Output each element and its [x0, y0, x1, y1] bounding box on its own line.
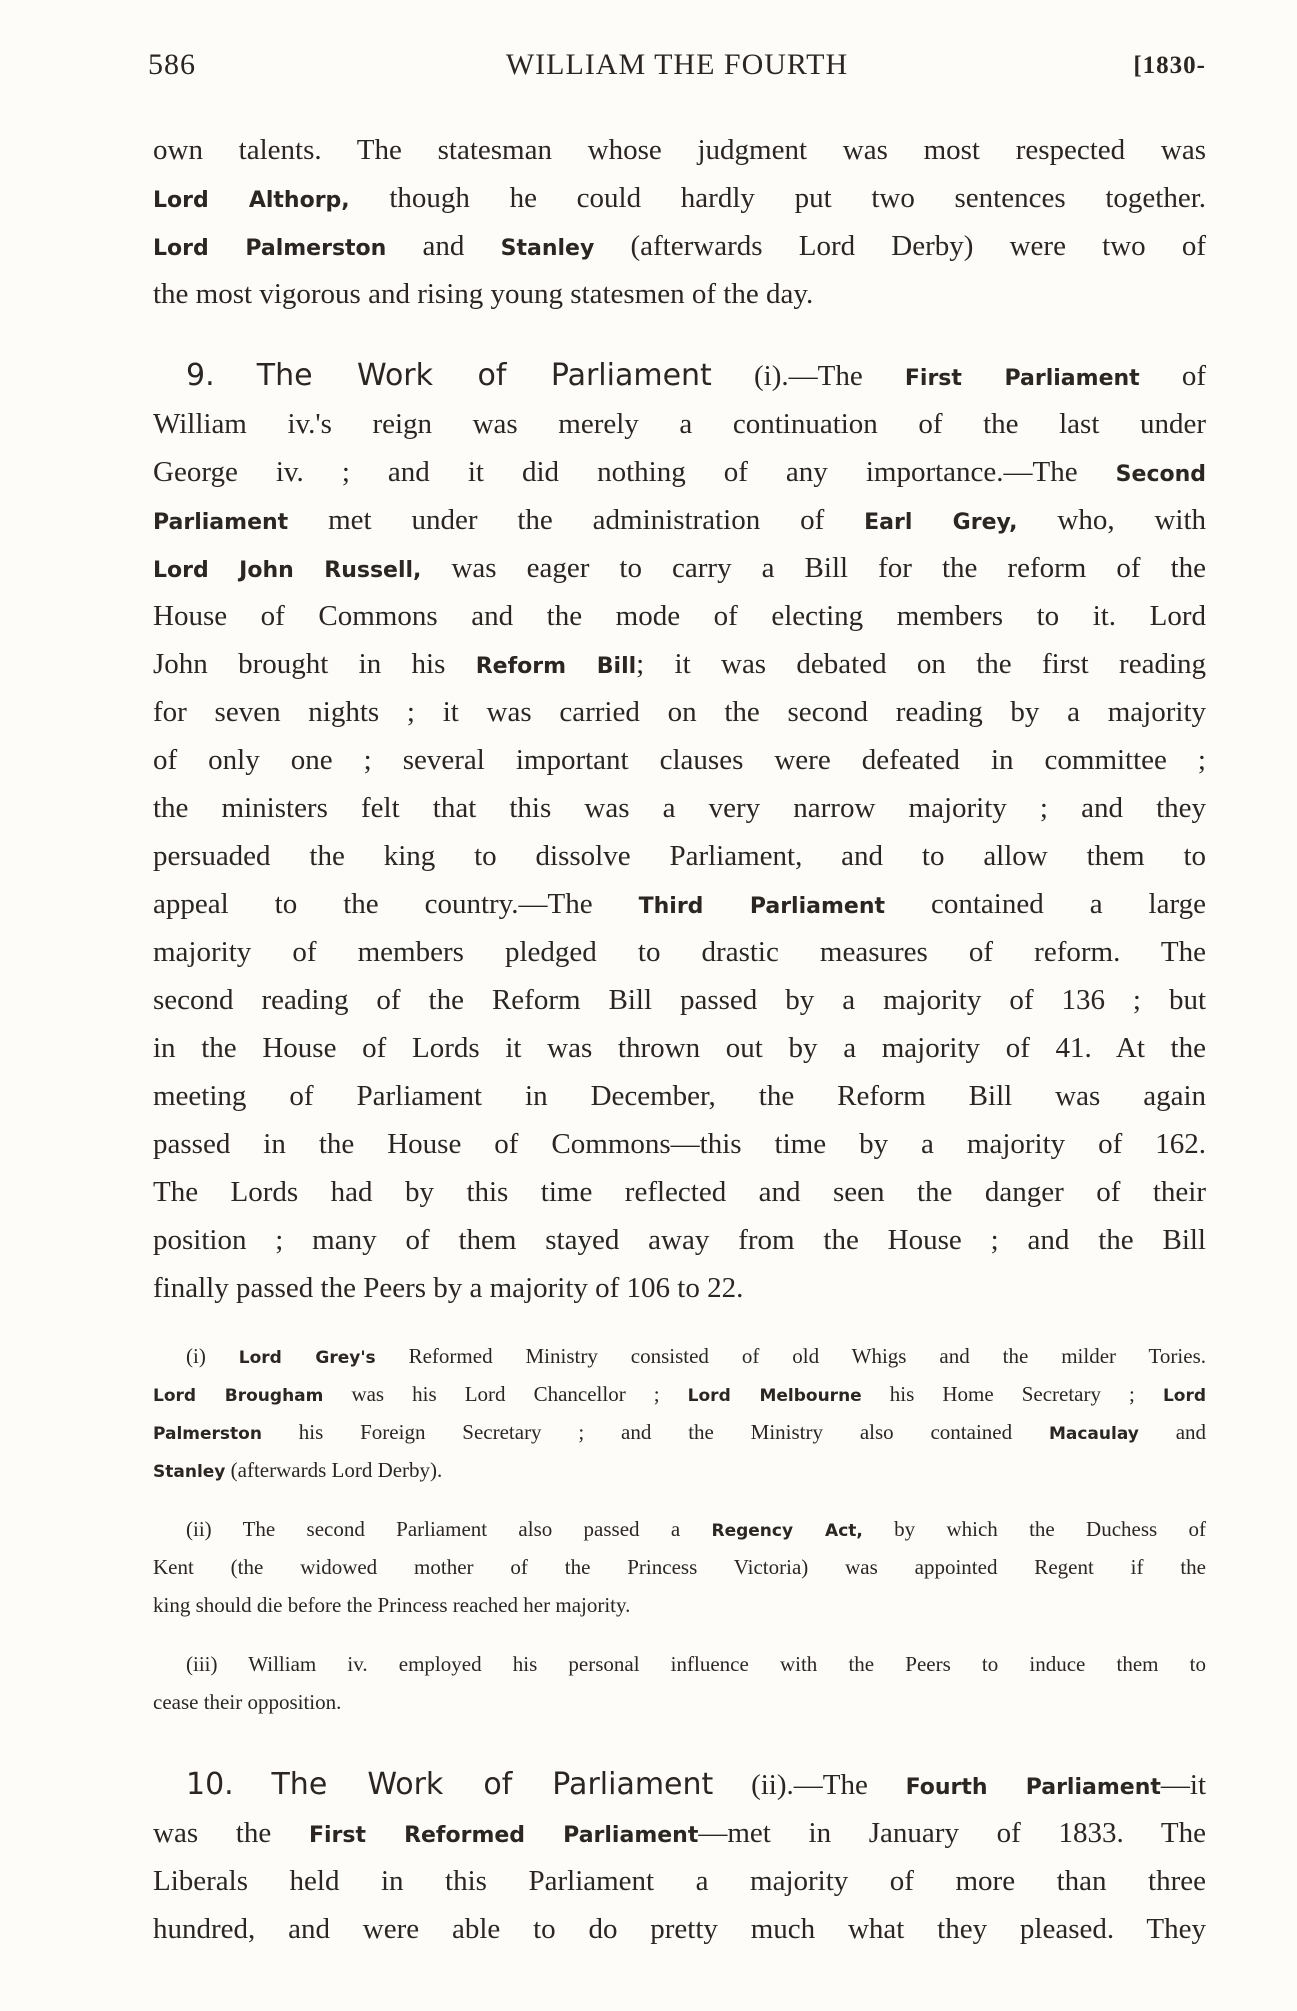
section-number: 9. — [186, 358, 215, 393]
text-line: persuaded the king to dissolve Parliament, and to allow them to — [153, 840, 1206, 872]
text-line: House of Commons and the mode of electing members to it. Lord — [153, 600, 1206, 632]
text-line: passed in the House of Commons—this time by a majority of 162. — [153, 1128, 1206, 1160]
note-line: king should die before the Princess reached her majority. — [153, 1593, 631, 1617]
running-title: WILLIAM THE FOURTH — [505, 48, 849, 81]
text-line: John brought in his Reform Bill; it was debated on the first reading — [153, 648, 1207, 680]
note-line: (iii) William iv. employed his personal influence with the Peers to induce them to — [186, 1652, 1206, 1676]
text-line: Parliament met under the administration of Earl Grey, who, with — [153, 504, 1207, 536]
text-line: William iv.'s reign was merely a continuation of the last under — [153, 408, 1206, 440]
text-line: appeal to the country.—The Third Parliament contained a large — [153, 888, 1206, 920]
text-line: second reading of the Reform Bill passed by a majority of 136 ; but — [153, 984, 1206, 1016]
text-line: majority of members pledged to drastic measures of reform. The — [153, 936, 1206, 968]
text-line: own talents. The statesman whose judgment was most respected was — [153, 134, 1206, 166]
year-marker: [1830- — [1133, 52, 1206, 79]
note-line: (i) Lord Grey's Reformed Ministry consisted of old Whigs and the milder Tories. — [186, 1344, 1206, 1368]
text-line: finally passed the Peers by a majority of 106 to 22. — [153, 1272, 744, 1304]
person-name: Stanley — [500, 236, 595, 261]
text-line: in the House of Lords it was thrown out by a majority of 41. At the — [153, 1032, 1206, 1064]
text-line: for seven nights ; it was carried on the second reading by a majority — [153, 696, 1206, 728]
text-line: hundred, and were able to do pretty much what they pleased. They — [153, 1913, 1206, 1945]
person-name: Lord John Russell, — [153, 558, 422, 583]
section-number: 10. — [186, 1767, 234, 1802]
section-heading: The Work of Parliament — [256, 358, 712, 393]
text-line: position ; many of them stayed away from the House ; and the Bill — [153, 1224, 1206, 1256]
note-line: (ii) The second Parliament also passed a Regency Act, by which the Duchess of — [186, 1517, 1207, 1541]
text-line: Lord Palmerston and Stanley (afterwards Lord Derby) were two of — [153, 230, 1207, 262]
notes-block — [153, 1337, 1206, 1721]
text-line: the most vigorous and rising young statesmen of the day. — [153, 278, 814, 310]
intro-paragraph — [153, 126, 1206, 318]
section-9 — [153, 352, 1206, 1312]
note-line: Lord Brougham was his Lord Chancellor ; Lord Melbourne his Home Secretary ; Lord — [153, 1382, 1207, 1406]
section-heading: The Work of Parliament — [271, 1767, 714, 1802]
section-10 — [153, 1761, 1206, 1953]
text-line: of only one ; several important clauses were defeated in committee ; — [153, 744, 1206, 776]
person-name: Lord Palmerston — [153, 236, 387, 261]
note-line: Stanley (afterwards Lord Derby). — [153, 1458, 443, 1482]
text-line: Liberals held in this Parliament a majority of more than three — [153, 1865, 1206, 1897]
note-line: Palmerston his Foreign Secretary ; and the Ministry also contained Macaulay and — [153, 1420, 1207, 1444]
text-line: the ministers felt that this was a very narrow majority ; and they — [153, 792, 1206, 824]
note-line: cease their opposition. — [153, 1690, 342, 1714]
text-line: was the First Reformed Parliament—met in January of 1833. The — [153, 1817, 1207, 1849]
note-line: Kent (the widowed mother of the Princess Victoria) was appointed Regent if the — [153, 1555, 1206, 1579]
person-name: Lord Althorp, — [153, 188, 350, 213]
running-header — [148, 48, 1206, 92]
text-line: Lord John Russell, was eager to carry a Bill for the reform of the — [153, 552, 1207, 584]
text-line: meeting of Parliament in December, the Reform Bill was again — [153, 1080, 1206, 1112]
person-name: Earl Grey, — [864, 510, 1018, 535]
text-line: Lord Althorp, though he could hardly put two sentences together. — [153, 182, 1207, 214]
page-number: 586 — [148, 48, 196, 81]
text-line: George iv. ; and it did nothing of any importance.—The Second — [153, 456, 1207, 488]
text-line: The Lords had by this time reflected and seen the danger of their — [153, 1176, 1206, 1208]
section-heading-line: 9. The Work of Parliament (i).—The First Parliament of — [186, 358, 1207, 393]
section-heading-line: 10. The Work of Parliament (ii).—The Fourth Parliament—it — [186, 1767, 1207, 1802]
